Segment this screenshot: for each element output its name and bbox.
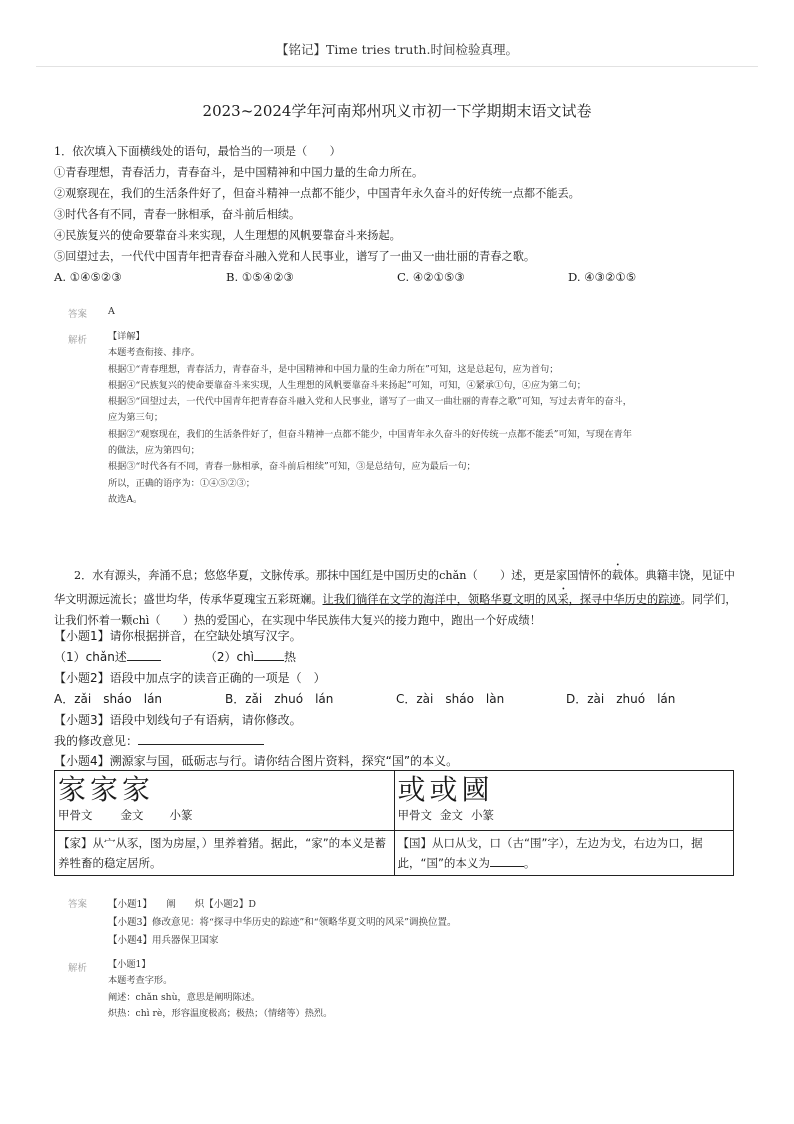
header-divider <box>36 66 758 67</box>
revision-blank[interactable] <box>138 744 264 745</box>
q1-line-3: ③时代各有不同，青春一脉相承，奋斗前后相续。 <box>54 208 301 221</box>
q1-option-b: B. ①⑤④②③ <box>226 270 294 284</box>
caption-oracle: 甲骨文 <box>58 808 93 822</box>
analysis-line: 故选A。 <box>108 493 143 505</box>
underlined-part-2: ，探寻中华历史的踪迹 <box>568 593 681 606</box>
analysis-line: 所以，正确的语序为：①④⑤②③； <box>108 477 255 489</box>
underlined-part-1: 让我们徜徉在文学的海洋中，领略华夏文明的风 <box>322 593 558 606</box>
answer-blank[interactable] <box>127 660 161 661</box>
analysis-line: 根据③“时代各有不同，青春一脉相承，奋斗前后相续”可知，③是总结句，应为最后一句； <box>108 461 476 473</box>
q2-answer-line-1: 【小题1】 阐 炽【小题2】D <box>108 899 256 910</box>
q2-subq1: 【小题1】请你根据拼音，在空缺处填写汉字。 <box>54 629 302 643</box>
guo-explanation <box>394 831 734 876</box>
caption-seal: 小篆 <box>169 808 193 822</box>
q2-subq2-option-c: C．zài sháo làn <box>396 692 505 706</box>
etymology-table <box>54 770 734 876</box>
caption-bronze: 金文 <box>440 808 463 822</box>
q1-answer-label: 答案 <box>68 309 88 320</box>
q2-subq2-option-b: B．zǎi zhuó lán <box>225 692 334 706</box>
analysis-line: 炽热：chì rè，形容温度极高；极热；（情绪等）热烈。 <box>108 1007 333 1019</box>
analysis-line: 应为第三句； <box>108 412 164 424</box>
caption-bronze: 金文 <box>120 808 144 822</box>
q1-answer: A <box>108 306 115 317</box>
q1-option-c: C. ④②①⑤③ <box>397 270 465 284</box>
q1-line-4: ④民族复兴的使命要靠奋斗来实现，人生理想的风帆要靠奋斗来扬起。 <box>54 229 401 242</box>
analysis-line: 根据⑤“回望过去，一代代中国青年把青春奋斗融入党和人民事业，谱写了一曲又一曲壮丽的青春之歌”可知，写过去青年的奋斗， <box>108 396 632 408</box>
guo-text: 【国】从口从戈，口（古“围”字），左边为戈，右边为口，据此，“国”的本义为 <box>397 836 703 870</box>
q2-subq1-items <box>54 648 296 665</box>
answer-blank[interactable] <box>254 660 284 661</box>
underlined-sentence <box>323 593 681 606</box>
q1-stem: 1．依次填入下面横线处的语句，最恰当的一项是（ ） <box>54 145 341 158</box>
dotted-char-1: 载 <box>611 569 624 582</box>
q1-analysis <box>108 329 632 508</box>
page-title: 2023~2024学年河南郑州巩义市初一下学期期末语文试卷 <box>202 102 592 120</box>
q2-subq2-option-d: D．zài zhuó lán <box>566 692 676 706</box>
guo-glyphs: 或或國 <box>397 773 494 806</box>
jia-glyphs: 家家家 <box>58 773 155 806</box>
q1-option-d: D. ④③②①⑤ <box>568 270 637 284</box>
q2-subq3-prompt <box>54 732 264 749</box>
q2-passage-b: 体。典籍丰饶，见证中华文明源远流长；盛世均华，传承华夏瑰宝五彩斑斓。 <box>54 569 735 606</box>
q1-option-a: A. ①④⑤②③ <box>54 270 122 284</box>
dotted-char-2: 采 <box>557 593 569 606</box>
q2-subq2: 【小题2】语段中加点字的读音正确的一项是（ ） <box>54 671 326 685</box>
analysis-line: 的做法，应为第四句； <box>108 445 200 457</box>
revision-prompt: 我的修改意见： <box>54 734 139 748</box>
analysis-line: 根据①“青春理想，青春活力，青春奋斗，是中国精神和中国力量的生命力所在”可知，这是总起句，应为首句； <box>108 363 559 375</box>
guo-glyph-cell <box>394 771 734 831</box>
guo-captions <box>398 807 731 823</box>
q2-passage-c: 。同学们，让我们怀着一颗chì（ ）热的爱国心，在实现中华民族伟大复兴的接力跑中，跑出一个好成绩！ <box>54 593 737 627</box>
answer-blank[interactable] <box>490 866 524 867</box>
caption-seal: 小篆 <box>471 808 494 822</box>
q2-answer-line-3: 【小题4】用兵器保卫国家 <box>108 935 219 946</box>
q1-line-1: ①青春理想，青春活力，青春奋斗，是中国精神和中国力量的生命力所在。 <box>54 166 424 179</box>
guo-text-end: 。 <box>523 856 536 870</box>
caption-oracle: 甲骨文 <box>397 808 432 822</box>
q2-answer-label: 答案 <box>68 899 88 910</box>
analysis-line: 阐述：chǎn shù，意思是阐明陈述。 <box>108 991 261 1003</box>
q2-subq3: 【小题3】语段中划线句子有语病，请你修改。 <box>54 713 302 727</box>
q2-analysis <box>108 957 332 1022</box>
q2-passage-a: 2．水有源头，奔涌不息；悠悠华夏，文脉传承。那抹中国红是中国历史的chǎn（ ）述，更是家国情怀的 <box>74 569 612 582</box>
q1-line-5: ⑤回望过去，一代代中国青年把青春奋斗融入党和人民事业，谱写了一曲又一曲壮丽的青春之歌。 <box>54 250 536 263</box>
q2-analysis-label: 解析 <box>68 963 88 974</box>
q1-analysis-label: 解析 <box>68 335 88 346</box>
q2-passage <box>54 562 744 631</box>
q2-subq4: 【小题4】溯源家与国，砥砺志与行。请你结合图片资料，探究“国”的本义。 <box>54 754 459 768</box>
subq1-item-1: （1）chǎn述 <box>54 650 127 664</box>
jia-explanation: 【家】从宀从豕，图为房屋，）里养着猪。据此，“家”的本义是蓄养牲畜的稳定居所。 <box>55 831 395 876</box>
jia-glyph-cell <box>55 771 395 831</box>
subq1-item-2: （2）chì <box>204 650 254 664</box>
analysis-line: 根据④“民族复兴的使命要靠奋斗来实现，人生理想的风帆要靠奋斗来扬起”可知，可知，④紧承①句，④应为第二句； <box>108 379 586 391</box>
subq1-item-2-tail: 热 <box>284 650 297 664</box>
analysis-line: 本题考查衔接、排序。 <box>108 347 200 359</box>
analysis-line: 【小题1】 <box>108 959 151 970</box>
q2-subq2-option-a: A．zǎi sháo lán <box>54 692 163 706</box>
analysis-line: 【详解】 <box>108 331 145 342</box>
jia-captions <box>58 807 391 823</box>
q2-answer-line-2: 【小题3】修改意见：将“探寻中华历史的踪迹”和“领略华夏文明的风采”调换位置。 <box>108 917 457 928</box>
analysis-line: 根据②“观察现在，我们的生活条件好了，但奋斗精神一点都不能少，中国青年永久奋斗的好传统一点都不能丢”可知，写现在青年 <box>108 428 632 440</box>
analysis-line: 本题考查字形。 <box>108 975 173 987</box>
page-motto: 【铭记】Time tries truth.时间检验真理。 <box>276 42 518 57</box>
q1-line-2: ②观察现在，我们的生活条件好了，但奋斗精神一点都不能少，中国青年永久奋斗的好传统一点都不能丢。 <box>54 187 580 200</box>
